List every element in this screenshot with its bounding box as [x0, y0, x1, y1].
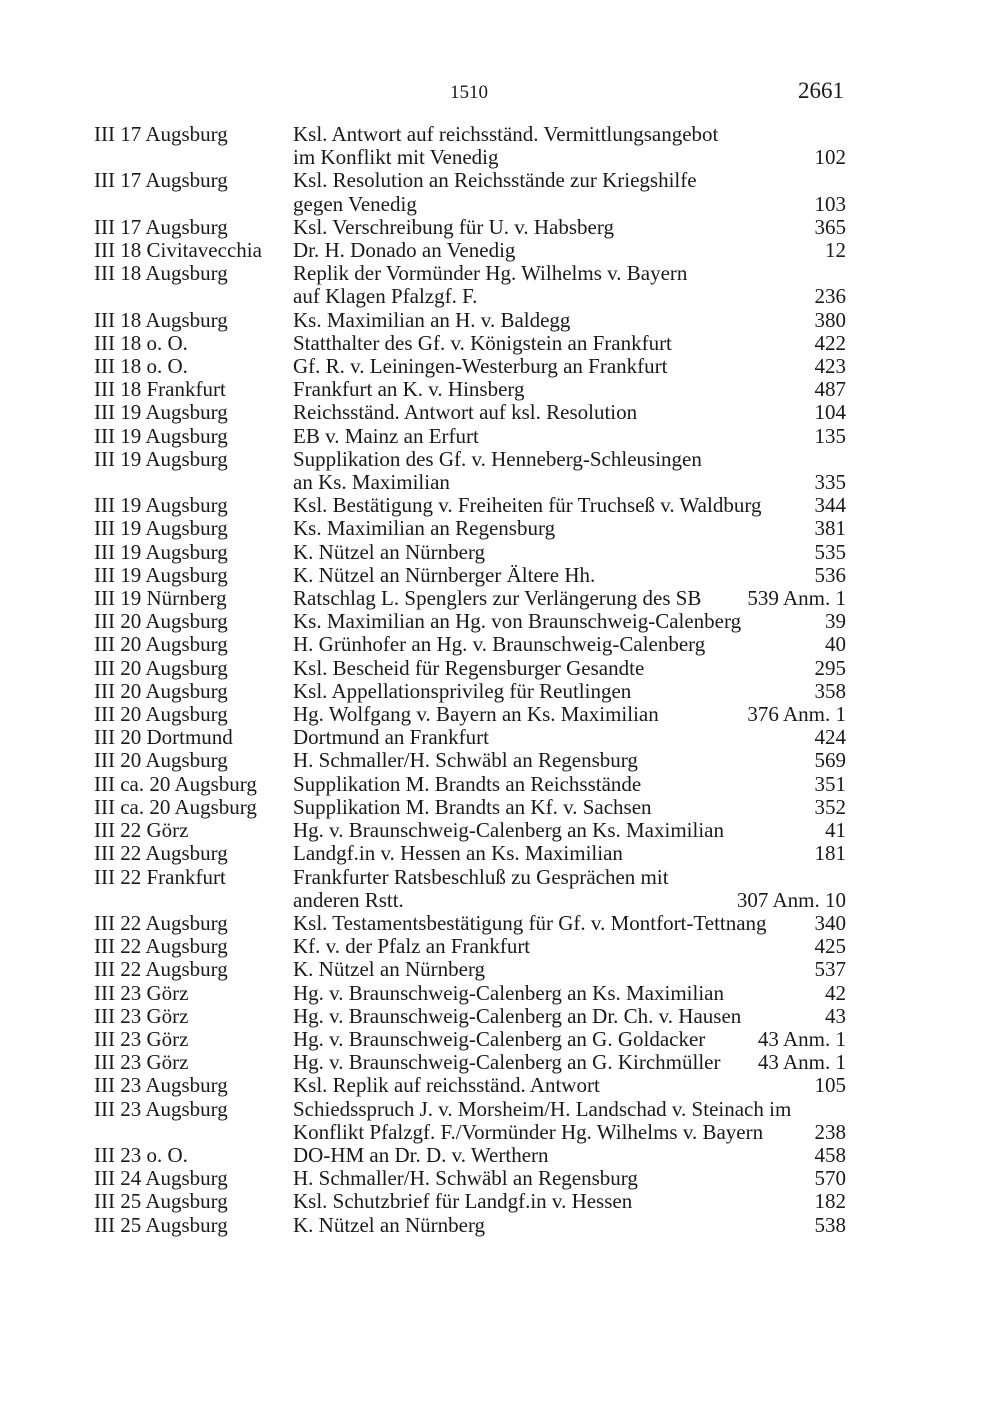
entry-description-line: [293, 123, 846, 146]
entry-description-text: auf Klagen Pfalzgf. F.: [293, 284, 478, 309]
register-entry: [94, 355, 846, 378]
register-entry: [94, 425, 846, 448]
entry-description-line: [293, 889, 846, 912]
entry-description-line: [293, 1214, 846, 1237]
entry-reference-number: 135: [814, 423, 846, 448]
entry-date-place: III 17 Augsburg: [94, 168, 228, 193]
entry-reference-number: 12: [825, 238, 846, 263]
register-entry: [94, 332, 846, 355]
entry-description-text: Reichsständ. Antwort auf ksl. Resolution: [293, 400, 638, 425]
entry-description-text: gegen Venedig: [293, 191, 417, 216]
register-entry: [94, 1098, 846, 1144]
entry-reference-number: 43 Anm. 1: [757, 1050, 846, 1075]
entry-description-text: an Ks. Maximilian: [293, 470, 450, 495]
register-entry: [94, 796, 846, 819]
entry-description-line: [293, 958, 846, 981]
entry-reference-number: 351: [814, 771, 846, 796]
entry-description-line: [293, 262, 846, 285]
entry-reference-number: 103: [814, 191, 846, 216]
entry-description-text: Ksl. Schutzbrief für Landgf.in v. Hessen: [293, 1189, 633, 1214]
entry-description-line: [293, 680, 846, 703]
entry-reference-number: 39: [825, 609, 846, 634]
entry-description-line: [293, 239, 846, 262]
entry-description: [293, 633, 846, 656]
entry-date-place: III 20 Augsburg: [94, 678, 228, 703]
entry-description-line: [293, 1167, 846, 1190]
entry-description: [293, 425, 846, 448]
register-entry: [94, 912, 846, 935]
entry-reference-number: 307 Anm. 10: [736, 887, 846, 912]
entry-date-place: III 19 Augsburg: [94, 562, 228, 587]
entry-description-text: Konflikt Pfalzgf. F./Vormünder Hg. Wilhelms v. Bayern: [293, 1119, 764, 1144]
entry-description: [293, 842, 846, 865]
entry-description-text: Ks. Maximilian an H. v. Baldegg: [293, 307, 571, 332]
entry-description-text: Hg. Wolfgang v. Bayern an Ks. Maximilian: [293, 702, 659, 727]
entry-description: [293, 1214, 846, 1237]
entry-description-text: DO-HM an Dr. D. v. Werthern: [293, 1142, 549, 1167]
entry-reference-number: 236: [814, 284, 846, 309]
entry-description: [293, 935, 846, 958]
entry-description-line: [293, 1098, 846, 1121]
entry-reference-number: 352: [814, 794, 846, 819]
entry-description-line: [293, 587, 846, 610]
entry-date-place: III 24 Augsburg: [94, 1166, 228, 1191]
register-entry: [94, 378, 846, 401]
entry-description-line: [293, 332, 846, 355]
entry-description-text: Ksl. Verschreibung für U. v. Habsberg: [293, 214, 614, 239]
entry-description-line: [293, 309, 846, 332]
entry-date-place: III 19 Augsburg: [94, 446, 228, 471]
register-entry: [94, 610, 846, 633]
entry-description: [293, 262, 846, 308]
register-entry: [94, 564, 846, 587]
entry-date-place: III 18 Augsburg: [94, 307, 228, 332]
entry-date-place: III 20 Augsburg: [94, 655, 228, 680]
entry-description: [293, 1098, 846, 1144]
entry-description-line: [293, 494, 846, 517]
register-entry: [94, 1167, 846, 1190]
entry-description: [293, 610, 846, 633]
entry-description-text: Ksl. Antwort auf reichsständ. Vermittlungsangebot: [293, 122, 719, 146]
entry-date-place: III ca. 20 Augsburg: [94, 771, 257, 796]
register-entry: [94, 494, 846, 517]
entry-date-place: III 18 Frankfurt: [94, 377, 226, 402]
register-entry: [94, 749, 846, 772]
entry-reference-number: 537: [814, 957, 846, 982]
entry-date-place: III ca. 20 Augsburg: [94, 794, 257, 819]
entry-description-line: [293, 842, 846, 865]
entry-reference-number: 43: [825, 1003, 846, 1028]
entry-date-place: III 19 Augsburg: [94, 516, 228, 541]
entry-description-text: anderen Rstt.: [293, 887, 404, 912]
entry-description-text: Ksl. Bescheid für Regensburger Gesandte: [293, 655, 645, 680]
entry-date-place: III 20 Augsburg: [94, 632, 228, 657]
entry-reference-number: 105: [814, 1073, 846, 1098]
entry-description: [293, 448, 846, 494]
entry-reference-number: 535: [814, 539, 846, 564]
entry-description-text: Statthalter des Gf. v. Königstein an Frankfurt: [293, 330, 672, 355]
entry-date-place: III 18 Augsburg: [94, 261, 228, 286]
entry-description: [293, 123, 846, 169]
entry-description-text: Frankfurt an K. v. Hinsberg: [293, 377, 525, 402]
entry-date-place: III 23 Augsburg: [94, 1096, 228, 1121]
entry-date-place: III 18 Civitavecchia: [94, 238, 262, 263]
entry-description: [293, 773, 846, 796]
entry-reference-number: 381: [814, 516, 846, 541]
entry-description-line: [293, 378, 846, 401]
entry-description-line: [293, 819, 846, 842]
entry-description: [293, 1005, 846, 1028]
entry-date-place: III 22 Augsburg: [94, 841, 228, 866]
entry-description-line: [293, 633, 846, 656]
entry-description-text: Schiedsspruch J. v. Morsheim/H. Landschad v. Steinach im: [293, 1096, 792, 1121]
entry-description: [293, 309, 846, 332]
entry-description-text: Ksl. Resolution an Reichsstände zur Kriegshilfe: [293, 168, 697, 193]
entry-date-place: III 18 o. O.: [94, 330, 188, 355]
entry-description: [293, 726, 846, 749]
register-entry: [94, 1051, 846, 1074]
register-entry: [94, 1074, 846, 1097]
entry-description-text: Dortmund an Frankfurt: [293, 725, 489, 750]
entry-date-place: III 20 Augsburg: [94, 702, 228, 727]
entry-description: [293, 819, 846, 842]
entry-description-line: [293, 169, 846, 192]
entry-date-place: III 23 Augsburg: [94, 1073, 228, 1098]
entry-description-line: [293, 401, 846, 424]
register-entry: [94, 982, 846, 1005]
entry-description: [293, 332, 846, 355]
entry-description-line: [293, 982, 846, 1005]
entry-reference-number: 181: [814, 841, 846, 866]
entry-reference-number: 487: [814, 377, 846, 402]
entry-description-text: Replik der Vormünder Hg. Wilhelms v. Bayern: [293, 261, 688, 286]
register-entry: [94, 239, 846, 262]
entry-description: [293, 401, 846, 424]
entry-date-place: III 22 Augsburg: [94, 934, 228, 959]
entry-date-place: III 19 Augsburg: [94, 493, 228, 518]
entry-reference-number: 340: [814, 910, 846, 935]
register-entry: [94, 517, 846, 540]
entry-date-place: III 23 Görz: [94, 1050, 189, 1075]
entry-description: [293, 1190, 846, 1213]
entry-description-text: Hg. v. Braunschweig-Calenberg an Dr. Ch. v. Hausen: [293, 1003, 742, 1028]
entry-description: [293, 866, 846, 912]
entry-description-line: [293, 517, 846, 540]
register-entry: [94, 726, 846, 749]
register-entry: [94, 1005, 846, 1028]
page-number: 2661: [798, 78, 844, 103]
entry-description-text: Ksl. Replik auf reichsständ. Antwort: [293, 1073, 600, 1098]
register-entry: [94, 657, 846, 680]
entry-description-text: Ratschlag L. Spenglers zur Verlängerung des SB: [293, 586, 702, 611]
entry-reference-number: 41: [825, 818, 846, 843]
entry-reference-number: 423: [814, 354, 846, 379]
entry-description-line: [293, 448, 846, 471]
entry-date-place: III 23 o. O.: [94, 1142, 188, 1167]
entry-description: [293, 796, 846, 819]
entry-reference-number: 40: [825, 632, 846, 657]
entry-date-place: III 19 Augsburg: [94, 539, 228, 564]
entry-date-place: III 25 Augsburg: [94, 1212, 228, 1237]
entry-reference-number: 458: [814, 1142, 846, 1167]
entry-description-text: Frankfurter Ratsbeschluß zu Gesprächen mit: [293, 864, 669, 889]
entry-description-line: [293, 541, 846, 564]
entry-description-text: Hg. v. Braunschweig-Calenberg an G. Kirchmüller: [293, 1050, 721, 1075]
entry-date-place: III 22 Augsburg: [94, 910, 228, 935]
entry-description-line: [293, 425, 846, 448]
entry-date-place: III 22 Augsburg: [94, 957, 228, 982]
register-entry: [94, 819, 846, 842]
register-entry: [94, 587, 846, 610]
entry-date-place: III 19 Augsburg: [94, 400, 228, 425]
entry-description-line: [293, 935, 846, 958]
entry-description-text: Supplikation M. Brandts an Reichsstände: [293, 771, 642, 796]
entry-description: [293, 378, 846, 401]
entry-description: [293, 1028, 846, 1051]
entry-description: [293, 912, 846, 935]
entry-description: [293, 680, 846, 703]
entry-description-text: Hg. v. Braunschweig-Calenberg an Ks. Maximilian: [293, 818, 724, 843]
entry-description-text: Supplikation des Gf. v. Henneberg-Schleusingen: [293, 446, 702, 471]
entry-date-place: III 20 Dortmund: [94, 725, 233, 750]
register-entry: [94, 773, 846, 796]
entry-date-place: III 22 Görz: [94, 818, 189, 843]
entry-description-line: [293, 564, 846, 587]
entry-reference-number: 422: [814, 330, 846, 355]
running-header-year: 1510: [450, 82, 488, 103]
entry-description-line: [293, 1144, 846, 1167]
entry-description-text: H. Schmaller/H. Schwäbl an Regensburg: [293, 1166, 638, 1191]
entry-description-text: Supplikation M. Brandts an Kf. v. Sachsen: [293, 794, 652, 819]
entry-reference-number: 424: [814, 725, 846, 750]
entry-description-line: [293, 1074, 846, 1097]
register-entry: [94, 1190, 846, 1213]
entry-description-text: Ks. Maximilian an Hg. von Braunschweig-Calenberg: [293, 609, 742, 634]
register-entry: [94, 541, 846, 564]
entry-date-place: III 20 Augsburg: [94, 748, 228, 773]
entry-reference-number: 344: [814, 493, 846, 518]
entry-description-text: Kf. v. der Pfalz an Frankfurt: [293, 934, 531, 959]
entry-date-place: III 25 Augsburg: [94, 1189, 228, 1214]
entry-description-line: [293, 796, 846, 819]
entry-description: [293, 541, 846, 564]
register-entry: [94, 1214, 846, 1237]
register-entry: [94, 935, 846, 958]
entry-description-text: Hg. v. Braunschweig-Calenberg an Ks. Maximilian: [293, 980, 724, 1005]
entry-description-text: im Konflikt mit Venedig: [293, 145, 499, 170]
entry-description: [293, 239, 846, 262]
entry-description-line: [293, 1121, 846, 1144]
entry-reference-number: 182: [814, 1189, 846, 1214]
entry-description-line: [293, 749, 846, 772]
entry-date-place: III 19 Augsburg: [94, 423, 228, 448]
entry-date-place: III 23 Görz: [94, 980, 189, 1005]
entry-description-line: [293, 1051, 846, 1074]
entry-description: [293, 564, 846, 587]
entry-description-text: Ks. Maximilian an Regensburg: [293, 516, 556, 541]
entry-description-line: [293, 912, 846, 935]
entry-description: [293, 657, 846, 680]
entry-date-place: III 23 Görz: [94, 1026, 189, 1051]
entry-description-line: [293, 1028, 846, 1051]
entry-date-place: III 17 Augsburg: [94, 122, 228, 146]
entry-reference-number: 536: [814, 562, 846, 587]
entry-description-text: Hg. v. Braunschweig-Calenberg an G. Goldacker: [293, 1026, 706, 1051]
entry-description-line: [293, 773, 846, 796]
register-entry: [94, 216, 846, 239]
entry-reference-number: 295: [814, 655, 846, 680]
entry-description-text: Gf. R. v. Leiningen-Westerburg an Frankfurt: [293, 354, 668, 379]
entry-description-line: [293, 355, 846, 378]
entry-description-text: K. Nützel an Nürnberger Ältere Hh.: [293, 562, 596, 587]
register-entry: [94, 401, 846, 424]
register-entry: [94, 1028, 846, 1051]
entry-date-place: III 17 Augsburg: [94, 214, 228, 239]
register-entry: [94, 633, 846, 656]
entry-reference-number: 376 Anm. 1: [747, 702, 846, 727]
entry-description-line: [293, 866, 846, 889]
entry-reference-number: 539 Anm. 1: [747, 586, 846, 611]
entry-description: [293, 169, 846, 215]
register-entry: [94, 169, 846, 215]
entry-reference-number: 365: [814, 214, 846, 239]
entry-description-text: EB v. Mainz an Erfurt: [293, 423, 479, 448]
entry-description: [293, 1074, 846, 1097]
entry-date-place: III 22 Frankfurt: [94, 864, 226, 889]
entry-description-line: [293, 610, 846, 633]
entry-description-line: [293, 657, 846, 680]
entry-description-line: [293, 1190, 846, 1213]
register-entry: [94, 1144, 846, 1167]
entry-reference-number: 538: [814, 1212, 846, 1237]
entry-description-line: [293, 285, 846, 308]
entry-reference-number: 569: [814, 748, 846, 773]
register-entry: [94, 958, 846, 981]
register-entry: [94, 448, 846, 494]
entry-reference-number: 380: [814, 307, 846, 332]
entry-description-text: Ksl. Bestätigung v. Freiheiten für Truchseß v. Waldburg: [293, 493, 762, 518]
entry-description-text: K. Nützel an Nürnberg: [293, 1212, 486, 1237]
entry-date-place: III 20 Augsburg: [94, 609, 228, 634]
entry-reference-number: 335: [814, 470, 846, 495]
entry-date-place: III 19 Nürnberg: [94, 586, 227, 611]
entry-description: [293, 1051, 846, 1074]
entry-description-text: Ksl. Testamentsbestätigung für Gf. v. Montfort-Tettnang: [293, 910, 767, 935]
entry-description-line: [293, 216, 846, 239]
entry-description: [293, 355, 846, 378]
entry-reference-number: 425: [814, 934, 846, 959]
entry-description: [293, 703, 846, 726]
entry-description: [293, 958, 846, 981]
entry-description-line: [293, 1005, 846, 1028]
entry-description-line: [293, 146, 846, 169]
entry-reference-number: 43 Anm. 1: [757, 1026, 846, 1051]
register-entry: [94, 309, 846, 332]
entry-description: [293, 587, 846, 610]
entry-description-line: [293, 703, 846, 726]
entry-description: [293, 494, 846, 517]
entry-description: [293, 517, 846, 540]
entry-description: [293, 1167, 846, 1190]
entry-reference-number: 358: [814, 678, 846, 703]
entry-reference-number: 104: [814, 400, 846, 425]
entry-date-place: III 18 o. O.: [94, 354, 188, 379]
entry-reference-number: 570: [814, 1166, 846, 1191]
entry-description-text: H. Schmaller/H. Schwäbl an Regensburg: [293, 748, 638, 773]
entry-description-text: H. Grünhofer an Hg. v. Braunschweig-Calenberg: [293, 632, 706, 657]
entry-date-place: III 23 Görz: [94, 1003, 189, 1028]
entry-reference-number: 42: [825, 980, 846, 1005]
entry-description-text: Ksl. Appellationsprivileg für Reutlingen: [293, 678, 632, 703]
entry-description: [293, 982, 846, 1005]
register-entry: [94, 680, 846, 703]
register-entry: [94, 262, 846, 308]
entry-reference-number: 238: [814, 1119, 846, 1144]
entry-reference-number: 102: [814, 145, 846, 170]
entry-description-line: [293, 471, 846, 494]
entry-description: [293, 216, 846, 239]
entry-description: [293, 749, 846, 772]
entry-description-line: [293, 726, 846, 749]
entry-description: [293, 1144, 846, 1167]
entry-description-line: [293, 193, 846, 216]
register-entry: [94, 703, 846, 726]
document-register-table: [94, 123, 846, 1237]
register-entry: [94, 123, 846, 169]
entry-description-text: K. Nützel an Nürnberg: [293, 539, 486, 564]
entry-description-text: K. Nützel an Nürnberg: [293, 957, 486, 982]
register-entry: [94, 866, 846, 912]
entry-description-text: Landgf.in v. Hessen an Ks. Maximilian: [293, 841, 623, 866]
register-entry: [94, 842, 846, 865]
entry-description-text: Dr. H. Donado an Venedig: [293, 238, 516, 263]
